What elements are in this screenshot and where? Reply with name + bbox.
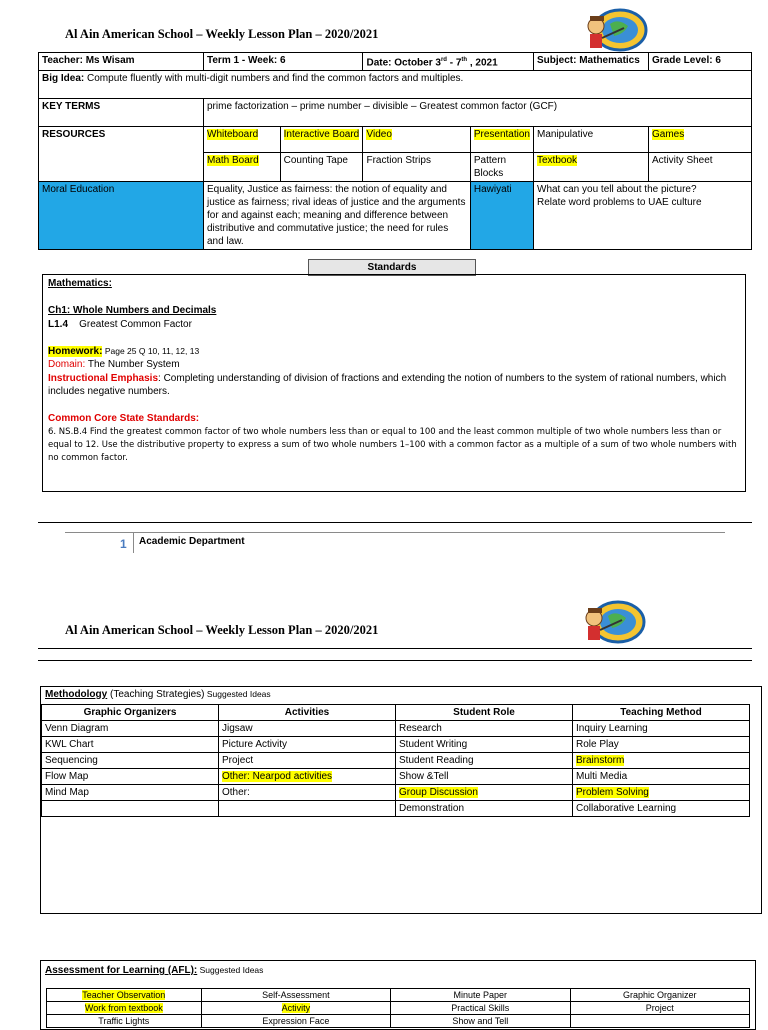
header-student-role: Student Role xyxy=(396,705,573,721)
table-cell: Show and Tell xyxy=(391,1015,570,1028)
table-cell: Self-Assessment xyxy=(201,989,390,1002)
key-terms-value: prime factorization – prime number – divisible – Greatest common factor (GCF) xyxy=(204,99,752,127)
resource-cell: Pattern Blocks xyxy=(470,153,533,182)
header-teaching-method: Teaching Method xyxy=(573,705,750,721)
table-cell: Brainstorm xyxy=(573,753,750,769)
resource-cell: Fraction Strips xyxy=(363,153,470,182)
resource-cell: Presentation xyxy=(470,127,533,153)
table-row xyxy=(42,737,750,753)
resource-cell: Games xyxy=(649,127,752,153)
table-row xyxy=(47,1015,750,1028)
ccss-text: 6. NS.B.4 Find the greatest common factor of two whole numbers less than or equal to 100 and the least common multiple of two whole numbers less than or equal to 12. Use the distributive property to express a sum of two whole numbers 1–100 with a common factor as a multiple of a sum of two whole numbers with no common factor. xyxy=(48,426,737,463)
page-number: 1 xyxy=(120,537,127,551)
resource-cell: Activity Sheet xyxy=(649,153,752,182)
chapter-title: Ch1: Whole Numbers and Decimals xyxy=(48,305,217,316)
table-cell: Inquiry Learning xyxy=(573,721,750,737)
table-cell xyxy=(219,801,396,817)
table-cell: Show &Tell xyxy=(396,769,573,785)
table-row xyxy=(42,801,750,817)
table-cell: Group Discussion xyxy=(396,785,573,801)
moral-education-text: Equality, Justice as fairness: the notion of equality and justice as fairness; rival ideas of justice and the arguments for and against each; meaning and difference between distributive and commutative justice; the need for rules and law. xyxy=(204,182,471,250)
school-title-page2: Al Ain American School – Weekly Lesson Plan – 2020/2021 xyxy=(65,623,379,637)
header-graphic-organizers: Graphic Organizers xyxy=(42,705,219,721)
teacher-cell: Teacher: Ms Wisam xyxy=(39,53,204,71)
methodology-box xyxy=(40,686,762,914)
table-cell: Flow Map xyxy=(42,769,219,785)
resource-cell: Whiteboard xyxy=(204,127,281,153)
table-cell: Jigsaw xyxy=(219,721,396,737)
table-cell xyxy=(570,1015,750,1028)
school-title: Al Ain American School – Weekly Lesson Plan – 2020/2021 xyxy=(65,27,379,41)
table-cell: Collaborative Learning xyxy=(573,801,750,817)
table-cell xyxy=(42,801,219,817)
resources-label: RESOURCES xyxy=(39,127,204,182)
hawiyati-label: Hawiyati xyxy=(470,182,533,250)
table-cell: Project xyxy=(219,753,396,769)
table-cell: Expression Face xyxy=(201,1015,390,1028)
resource-cell: Math Board xyxy=(204,153,281,182)
table-cell: Venn Diagram xyxy=(42,721,219,737)
table-cell: Work from textbook xyxy=(47,1002,202,1015)
resource-cell: Counting Tape xyxy=(280,153,363,182)
table-cell: Multi Media xyxy=(573,769,750,785)
math-label: Mathematics: xyxy=(48,278,112,289)
table-row xyxy=(42,721,750,737)
table-cell: Minute Paper xyxy=(391,989,570,1002)
methodology-table xyxy=(41,704,750,817)
header-rule-1 xyxy=(38,648,752,649)
table-cell: Problem Solving xyxy=(573,785,750,801)
ccss-label: Common Core State Standards: xyxy=(48,413,200,424)
methodology-heading: Methodology (Teaching Strategies) Suggested Ideas xyxy=(45,689,271,700)
table-cell: Research xyxy=(396,721,573,737)
lesson-line: L1.4 Greatest Common Factor xyxy=(48,318,192,330)
date-cell: Date: October 3rd - 7th , 2021 xyxy=(363,53,534,71)
header-activities: Activities xyxy=(219,705,396,721)
footer-divider xyxy=(133,533,134,553)
school-logo xyxy=(580,6,650,56)
table-cell: Sequencing xyxy=(42,753,219,769)
table-cell: Role Play xyxy=(573,737,750,753)
table-cell: Other: Nearpod activities xyxy=(219,769,396,785)
table-cell: Graphic Organizer xyxy=(570,989,750,1002)
table-cell: Practical Skills xyxy=(391,1002,570,1015)
resource-cell: Video xyxy=(363,127,470,153)
table-cell: Traffic Lights xyxy=(47,1015,202,1028)
afl-box xyxy=(40,960,756,1030)
footer-rule xyxy=(38,522,752,523)
key-terms-label: KEY TERMS xyxy=(39,99,204,127)
table-row xyxy=(47,989,750,1002)
table-cell: Project xyxy=(570,1002,750,1015)
footer-department: Academic Department xyxy=(139,536,245,547)
table-cell: Student Writing xyxy=(396,737,573,753)
subject-cell: Subject: Mathematics xyxy=(534,53,649,71)
domain-line: Domain: The Number System xyxy=(48,359,180,370)
hawiyati-text: What can you tell about the picture? Relate word problems to UAE culture xyxy=(534,182,752,250)
resource-cell: Textbook xyxy=(534,153,649,182)
table-cell: Student Reading xyxy=(396,753,573,769)
footer-gray-rule xyxy=(65,532,725,533)
afl-heading: Assessment for Learning (AFL): Suggested Ideas xyxy=(45,965,264,976)
standards-tab: Standards xyxy=(308,259,476,276)
header-rule-2 xyxy=(38,660,752,661)
table-cell: Picture Activity xyxy=(219,737,396,753)
table-row xyxy=(47,1002,750,1015)
lesson-info-table xyxy=(38,52,752,250)
resource-cell: Interactive Board xyxy=(280,127,363,153)
standards-box xyxy=(42,274,746,492)
homework-line: Homework: Page 25 Q 10, 11, 12, 13 xyxy=(48,345,200,357)
school-logo-page2 xyxy=(578,598,648,648)
resource-cell: Manipulative xyxy=(534,127,649,153)
table-cell: Activity xyxy=(201,1002,390,1015)
big-idea-cell: Big Idea: Compute fluently with multi-digit numbers and find the common factors and multiples. xyxy=(39,71,752,99)
table-cell: Other: xyxy=(219,785,396,801)
table-cell: Teacher Observation xyxy=(47,989,202,1002)
table-row xyxy=(42,769,750,785)
table-cell: Demonstration xyxy=(396,801,573,817)
table-cell: Mind Map xyxy=(42,785,219,801)
grade-cell: Grade Level: 6 xyxy=(649,53,752,71)
emphasis-line: Instructional Emphasis: Completing understanding of division of fractions and extending the notion of numbers to the system of rational numbers, which includes negative numbers. xyxy=(48,372,727,397)
afl-table xyxy=(46,988,750,1028)
table-row xyxy=(42,785,750,801)
moral-education-label: Moral Education xyxy=(39,182,204,250)
table-cell: KWL Chart xyxy=(42,737,219,753)
table-row xyxy=(42,753,750,769)
term-cell: Term 1 - Week: 6 xyxy=(204,53,363,71)
